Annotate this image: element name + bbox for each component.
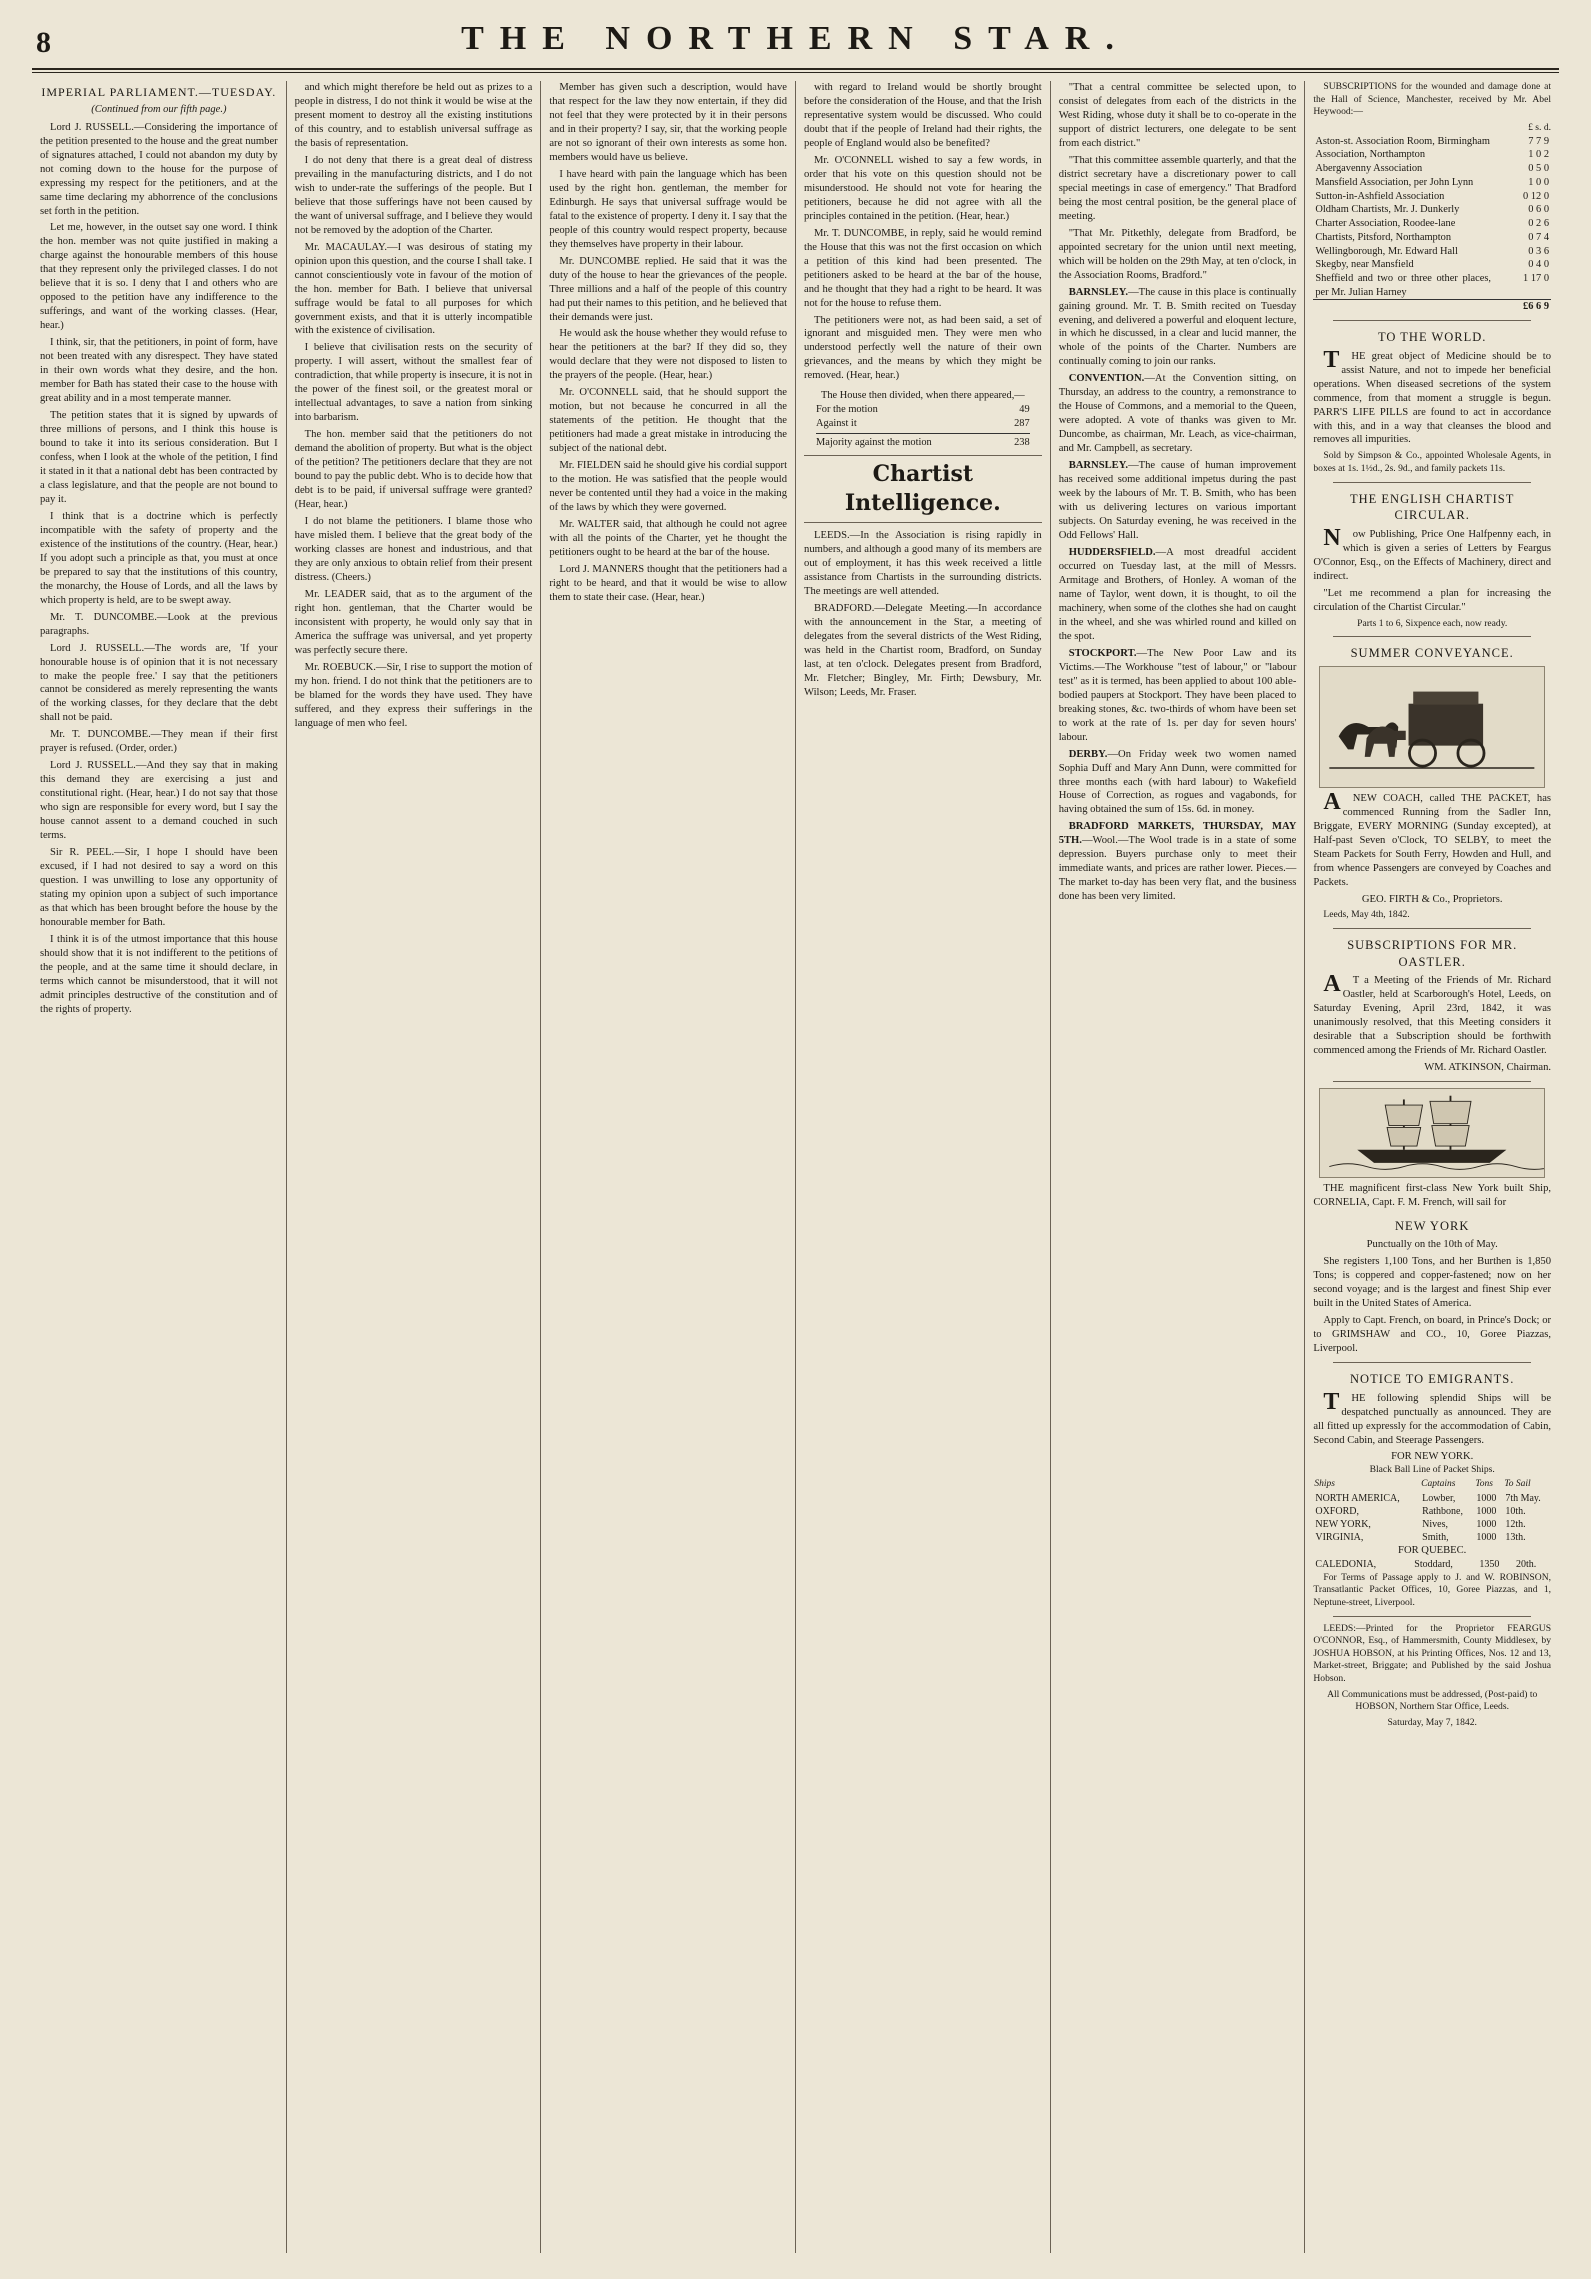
stockport-item [1059,647,1297,745]
subscription-amount: 0 6 0 [1528,204,1550,216]
ad-separator [1333,482,1531,483]
division-majority-count: 238 [1014,436,1030,448]
subscriptions-total-row [1313,300,1551,314]
subscription-name: Skegby, near Mansfield [1315,259,1414,271]
ships-column-header: Ships [1314,1479,1335,1490]
article-paragraph: Lord J. MANNERS thought that the petitioners had a right to be heard, and that it would be wise to allow them to state their case. (Hear, hear.) [549,563,788,603]
local-news-item [1059,286,1297,370]
local-items [1059,286,1297,543]
article-paragraph: "That this committee assemble quarterly, and that the district secretary have a discretionary power to call special meetings in case of emergency." That Bradford being the most central position, be the general place of meeting. [1058,154,1297,222]
stagecoach-engraving [1319,666,1545,788]
subscription-row [1313,258,1551,272]
division-against [816,417,1030,431]
column-2-text [295,81,533,731]
circular-ad-text: Now Publishing, Price One Halfpenny each, in which is given a series of Letters by Feargus O'Connor, Esq., on the Effects of Machinery, direct and indirect. [1313,524,1552,582]
summer-conveyance-date: Leeds, May 4th, 1842. [1323,909,1410,921]
quebec-ship-row [1313,1558,1551,1571]
world-ad-heading: TO THE WORLD. [1377,330,1487,345]
chartist-intelligence-text [804,529,1042,700]
printer-imprint-date: Saturday, May 7, 1842. [1387,1717,1477,1729]
article-paragraph: Mr. T. DUNCOMBE.—They mean if their first prayer is refused. (Order, order.) [40,729,278,755]
article-paragraph: I think that is a doctrine which is perfectly incompatible with the safety of property and the existence of the institutions of the country. (Hear, hear.) If you adopt such a principle as that, you must at once be prepared to say that the institutions of this country, the monarchy, the House of Lords, and all the laws by which property is held, are to be swept away. [40,510,278,606]
ship-cell: VIRGINIA, [1315,1532,1364,1544]
ship-ad-apply: Apply to Capt. French, on board, in Prince's Dock; or to GRIMSHAW and CO., 10, Goree Piazzas, Liverpool. [1313,1315,1552,1355]
parliament-heading: IMPERIAL PARLIAMENT.—TUESDAY. [41,85,277,99]
ship-cell: 1000 [1476,1532,1497,1544]
local-news-place: BARNSLEY. [1068,460,1129,472]
ad-separator [1333,928,1531,929]
subscription-row [1313,231,1551,245]
division-against-label: Against it [816,417,857,429]
markets-item [1059,820,1297,904]
article-paragraph: I think it is of the utmost importance that this house should show that it is not indifferent to the petitions of the people, and at the same time it should declare, in terms which cannot be misunderstood, that it will not admit principles destructive of the constitution and of the rights of property. [40,933,278,1015]
subscription-name: Wellingborough, Mr. Edward Hall [1315,245,1458,257]
ship-cell: NEW YORK, [1315,1519,1371,1531]
masthead-rule [32,68,1559,70]
subscription-amount: 0 4 0 [1528,259,1550,271]
division-intro: The House then divided, when there appeared,— [821,390,1025,402]
article-paragraph: and which might therefore be held out as prizes to a people in distress, I do not think it would be wise at the present moment to destroy all the existing institutions of this country, and to establish universal suffrage as the basis of representation. [294,82,533,149]
article-paragraph: Let me, however, in the outset say one word. I think the hon. member was not quite justified in making a charge against the honourable members of this house that they represent only the privileged classes. I do not believe that it is so. I deny that I and others who are opposed to the petition have any indifference to the sufferings, and want of the working classes. (Hear, hear.) [40,222,278,332]
ship-row [1313,1531,1551,1544]
huddersfield-item [1059,546,1297,644]
column-3 [541,81,796,2253]
local-news-text: —The cause in this place is continually gaining ground. Mr. T. B. Smith recited on Tuesday evening, and delivered a powerful and eloquent lecture, in which he discussed, in a clear and lucid manner, the whole of the points of the Charter. Numbers are continually coming to join our ranks. [1058,286,1297,368]
ship-cell: NORTH AMERICA, [1315,1492,1400,1504]
world-ad-sellers: Sold by Simpson & Co., appointed Wholesale Agents, in boxes at 1s. 1½d., 2s. 9d., and family packets 11s. [1313,450,1552,475]
ship-cell: 7th May. [1505,1492,1541,1504]
article-paragraph: I think, sir, that the petitioners, in point of form, have not been treated with any disrespect. They have stated in their own words what they desire, and the hon. member for Bath has stated their case to the house with great ability and in a most temperate manner. [40,337,278,405]
subscription-name: Mansfield Association, per John Lynn [1315,176,1474,188]
local-news-place: CONVENTION. [1068,373,1145,385]
article-paragraph: Mr. MACAULAY.—I was desirous of stating my opinion upon this question, and the course I shall take. I cannot conscientiously vote in favour of the motion of the hon. member for Bath. I believe that universal suffrage would be fatal to all purposes for which government exists, and that it is utterly incompatible with the existence of civilisation. [294,241,533,337]
subscription-amount: 0 12 0 [1523,190,1550,202]
summer-conveyance-text: ANEW COACH, called THE PACKET, has commenced Running from the Sadler Inn, Briggate, EVERY MORNING (Sunday excepted), at Half-past Seven o'Clock, TO SELBY, to meet the Steam Packets for South Ferry, Howden and Hull, and from whence Passengers are conveyed by Coaches and Packets. [1313,788,1552,888]
article-paragraph: BRADFORD.—Delegate Meeting.—In accordance with the announcement in the Star, a meeting of delegates from the several districts of the West Riding, was held in the Chartist room, Bradford, on Sunday last, at ten o'clock. Delegates present from Bradford, Mr. Fletcher; Bingley, Mr. Firth; Dewsbury, Mr. Wilson; Leeds, Mr. Fraser. [804,603,1042,698]
article-paragraph: Mr. T. DUNCOMBE, in reply, said he would remind the House that this was not the first occasion on which a petition of this kind had been presented. The petitioners asked to be heard at the bar of the house, and he thought that they had a right to be heard. It was not for the house to refuse them. [804,227,1042,309]
division-majority [816,433,1030,450]
ship-row [1313,1518,1551,1531]
ship-cell: OXFORD, [1315,1505,1359,1517]
column-1 [32,81,287,2253]
article-paragraph: with regard to Ireland would be shortly brought before the consideration of the House, and that the Irish representative system would be discussed. Who could doubt that if the people of Ireland had their rights, the people of England would also be benefited? [804,82,1042,149]
sailing-ship-engraving [1319,1088,1545,1178]
emigrants-text: THE following splendid Ships will be despatched punctually as announced. They are all fitted up expressly for the accommodation of Cabin, Second Cabin, and Steerage Passengers. [1313,1388,1552,1446]
subscription-row [1313,162,1551,176]
quebec-ship-table [1313,1558,1551,1571]
subscriptions-total: £6 6 9 [1493,300,1551,314]
column-3-text [549,81,787,605]
ship-cell: Lowber, [1422,1492,1456,1504]
stockport-text: —The New Poor Law and its Victims.—The Workhouse "test of labour," or "labour test" as it is termed, has been applied to about 100 able-bodied paupers at Stockport. They have been placed to breaking stones, &c. two-thirds of whom have been set to work at the rate of 1s. per day for seven hours' labour. [1058,647,1297,743]
article-paragraph: I do not blame the petitioners. I blame those who have misled them. I believe that the great body of the working classes are honest and industrious, and that they are only anxious to obtain relief from their present distress. (Cheers.) [294,516,533,583]
oastler-signed: WM. ATKINSON, Chairman. [1424,1061,1552,1073]
division-against-count: 287 [1014,417,1030,429]
column-1-text [40,121,278,1017]
summer-conveyance-heading: SUMMER CONVEYANCE. [1350,646,1514,661]
oastler-heading: SUBSCRIPTIONS FOR MR. OASTLER. [1347,938,1518,969]
subscription-amount: 1 0 0 [1528,176,1550,188]
masthead-rule-thin [32,72,1559,73]
article-paragraph: "That Mr. Pitkethly, delegate from Bradford, be appointed secretary for the union until next meeting, which will be holden on the 29th May, at ten o'clock, in the Association Rooms, Bradford." [1058,227,1297,281]
subscription-row [1313,245,1551,259]
derby-head: DERBY. [1068,748,1108,760]
sailing-ship-illustration [1320,1089,1544,1177]
article-paragraph: Mr. O'CONNELL wished to say a few words, in order that his vote on this question should not be misunderstood. He should not vote for hearing the petitioners, because he did not agree with all the principles contained in the petition. (Hear, hear.) [804,154,1042,222]
ship-cell: 10th. [1505,1505,1526,1517]
article-paragraph: Mr. O'CONNELL said, that he should support the motion, but not because he concurred in all the statements of the petition. He thought that the petitioners had made a great mistake in introducing the subject of the national debt. [549,387,788,455]
page-number: 8 [36,26,51,59]
chartist-intelligence-heading: Chartist Intelligence. [804,455,1042,523]
subscription-name: Oldham Chartists, Mr. J. Dunkerly [1315,204,1460,216]
subscription-amount: 0 7 4 [1528,231,1550,243]
division-majority-label: Majority against the motion [816,436,932,448]
subscription-amount: 7 7 9 [1528,135,1550,147]
printer-imprint-note: All Communications must be addressed, (Post-paid) to HOBSON, Northern Star Office, Leeds. [1327,1688,1538,1713]
emigrants-quebec-heading: FOR QUEBEC. [1398,1545,1467,1557]
article-paragraph: Mr. ROEBUCK.—Sir, I rise to support the motion of my hon. friend. I do not think that the petitioners are to be blamed for the words they have used. They have suffered, and they express their sufferings in the language of men who feel. [294,661,533,729]
subscription-name: Charter Association, Roodee-lane [1315,218,1456,230]
ships-column-header: Captains [1421,1479,1456,1490]
subscription-name: Sutton-in-Ashfield Association [1315,190,1445,202]
article-paragraph: I believe that civilisation rests on the security of property. I will assert, without the smallest fear of contradiction, that while property is insecure, it is not in the power of the finest soil, or the greatest moral or intellectual advantages, to save a nation from sinking into barbarism. [294,342,533,424]
summer-conveyance-signed: GEO. FIRTH & Co., Proprietors. [1361,893,1503,905]
ship-cell: Nives, [1422,1519,1449,1531]
subscription-row [1313,217,1551,231]
article-paragraph: Mr. LEADER said, that as to the argument of the right hon. gentleman, that the Charter would be inconsistent with property, he would only say that in America the suffrage was universal, and yet property was perfectly secure there. [294,588,533,656]
article-paragraph: The hon. member said that the petitioners do not demand the abolition of property. But what is the object of the petition? The petitioners declare that they are not bound to pay the public debt. Who is to decide how that debt is to be paid, if universal suffrage were granted? (Hear, hear.) [294,429,533,511]
division-for-count: 49 [1019,404,1030,416]
column-6-advertisements [1305,81,1559,2253]
article-paragraph: The petitioners were not, as had been said, a set of ignorant and misguided men. They were men who understood perfectly well the nature of their own grievances, and the means by which they might be removed. (Hear, hear.) [804,314,1042,382]
article-paragraph: Mr. T. DUNCOMBE.—Look at the previous paragraphs. [40,611,278,637]
subscription-row [1313,203,1551,217]
ship-ad-intro: THE magnificent first-class New York built Ship, CORNELIA, Capt. F. M. French, will sail for [1313,1182,1552,1208]
derby-item [1059,748,1297,818]
column-4 [796,81,1051,2253]
column-4-text [804,81,1042,383]
ship-cell: Stoddard, [1414,1559,1453,1571]
continued-note: (Continued from our fifth page.) [91,103,227,115]
subscription-amount: 1 17 0 [1523,272,1550,284]
division-for-label: For the motion [816,404,878,416]
subscription-amount: 0 2 6 [1528,218,1550,230]
subscription-name: Abergavenny Association [1315,163,1423,175]
article-paragraph: I have heard with pain the language which has been used by the right hon. gentleman, the member for Edinburgh. He says that universal suffrage would be fatal to the existence of property. I deny it. I say that the people of this country would respect property, because they themselves have property in their labour. [549,168,788,250]
subscription-row [1313,135,1551,149]
emigrants-newyork-heading: FOR NEW YORK. [1391,1451,1474,1463]
emigrant-ships-table [1313,1477,1551,1544]
division-for [816,403,1030,417]
article-paragraph: The petition states that it is signed by upwards of three millions of persons, and I think this house is bound to take it into its serious consideration. But I confess, when I look at the whole of the petition, I find it stated in it that a national debt has been contracted by a class legislature, and that the people are not bound to pay it. [40,410,278,505]
article-paragraph: Member has given such a description, would have that respect for the law they now entertain, if they did not feel that they were protected by it in their persons and in their property? I say, sir, that the working people are not so ignorant of their own interests as some hon. members would have us believe. [549,82,788,163]
ship-cell: 1000 [1476,1519,1497,1531]
ship-row [1313,1505,1551,1518]
local-news-text: —At the Convention sitting, on Thursday, an address to the country, a remonstrance to the House of Commons, and a memorial to the Queen, were adopted. A vote of thanks was given to Mr. Duncombe, as chairman, Mr. Leach, as vice-chairman, and Mr. Campbell, as secretary. [1058,373,1297,455]
article-paragraph: Lord J. RUSSELL.—And they say that in making this demand they are exercising a just and constitutional right. (Hear, hear.) I do not say that those who sign are responsible for every word, but I say the house cannot assent to a demand couched in such terms. [40,760,278,842]
column-5 [1051,81,1306,2253]
ship-ad-date: Punctually on the 10th of May. [1366,1239,1498,1251]
subscription-amount: 0 5 0 [1528,163,1550,175]
masthead [32,20,1559,64]
ships-column-header: Tons [1475,1479,1493,1490]
subscription-row [1313,176,1551,190]
markets-text: —Wool.—The Wool trade is in a state of some depression. Buyers purchase only to meet their immediate wants, and prices are rather lower. Pieces.—The market to-day has been very flat, and the business done has been very limited. [1058,835,1297,903]
subscriptions-currency: £ s. d. [1528,121,1552,133]
ship-cell: 13th. [1505,1532,1526,1544]
columns [32,81,1559,2253]
derby-text: —On Friday week two women named Sophia Duff and Mary Ann Dunn, were committed for three months each (with hard labour) to Wakefield House of Correction, as rogues and vagabonds, for having obtained the sum of 15s. 6d. in money. [1058,748,1297,816]
huddersfield-head: HUDDERSFIELD. [1068,547,1156,558]
ad-separator [1333,1081,1531,1082]
ship-cell: 1000 [1476,1505,1497,1517]
subscription-name: Chartists, Pitsford, Northampton [1315,231,1452,243]
ship-ad-text: She registers 1,100 Tons, and her Burthen is 1,850 Tons; is coppered and copper-fastened; now on her second voyage; and is the largest and finest Ship ever built in the United States of America. [1313,1256,1552,1310]
ship-cell: 20th. [1515,1559,1537,1571]
circular-ad-publisher: Parts 1 to 6, Sixpence each, now ready. [1357,617,1508,629]
world-ad-text: THE great object of Medicine should be to assist Nature, and not to impede her beneficial operations. When diseased secretions of the system commence, from that moment a struggle is begun. PARR'S LIFE PILLS are found to act in accordance with this, and in a way that cleanses the blood and removes all impurities. [1313,346,1552,446]
ship-cell: 1000 [1476,1492,1497,1504]
article-paragraph: Mr. DUNCOMBE replied. He said that it was the duty of the house to hear the grievances of the people. Three millions and a half of the people of this country had put their names to this petition, and he believed that their demands were just. [549,255,788,323]
emigrants-apply: For Terms of Passage apply to J. and W. ROBINSON, Transatlantic Packet Offices, 10, Goree Piazzas, and 1, Neptune-street, Liverpool. [1313,1571,1552,1608]
ship-cell: Rathbone, [1422,1505,1463,1517]
article-paragraph: Mr. FIELDEN said he should give his cordial support to the motion. He was satisfied that the people would never be contented until they had a voice in the making of the laws by which they were governed. [549,460,788,514]
emigrants-heading: NOTICE TO EMIGRANTS. [1350,1372,1515,1387]
subscription-row [1313,272,1551,300]
circular-ad-quote: "Let me recommend a plan for increasing the circulation of the Chartist Circular." [1313,587,1552,613]
ad-separator [1333,636,1531,637]
subscription-name: Association, Northampton [1315,149,1426,161]
ship-cell: 1350 [1479,1559,1500,1571]
local-news-item [1059,372,1297,456]
newspaper-title: THE NORTHERN STAR. [461,20,1130,57]
printer-imprint: LEEDS:—Printed for the Proprietor FEARGUS O'CONNOR, Esq., of Hammersmith, County Middlesex, by JOSHUA HOBSON, at his Printing Offices, Nos. 12 and 13, Market-street, Briggate; and Published by the said Joshua Hobson. [1313,1622,1552,1685]
ad-separator [1333,1362,1531,1363]
huddersfield-text: —A most dreadful accident occurred on Tuesday last, at the mill of Messrs. Armitage and Brothers, of Honley. A woman of the name of Taylor, went down, it is thought, to oil the machinery, when some of the clothes she had on caught in the wheel, and she was whirled round and killed on the spot. [1058,547,1297,642]
local-news-place: BARNSLEY. [1068,286,1129,298]
subscriptions-intro: SUBSCRIPTIONS for the wounded and damage done at the Hall of Science, Manchester, received by Mr. Abel Heywood:— [1313,81,1552,118]
article-paragraph: I do not deny that there is a great deal of distress prevailing in the manufacturing districts, and I do not wish to under-rate the sufferings of the people. But I believe that those sufferings have not been caused by the want of universal suffrage, and I believe they would not be removed by the adoption of the Charter. [294,154,533,236]
subscription-amount: 1 0 2 [1528,149,1550,161]
circular-ad-heading: THE ENGLISH CHARTIST CIRCULAR. [1350,491,1515,523]
local-news-item [1059,459,1297,543]
article-paragraph: Lord J. RUSSELL.—The words are, 'If your honourable house is of opinion that it is not necessary to make the people free.' I say that the petitioners cannot be considered as merely representing the wants of the working classes, for they declare that the debt shall not be paid. [40,642,278,724]
division-result [816,389,1030,449]
subscriptions-table [1313,135,1551,315]
ship-cell: CALEDONIA, [1315,1559,1377,1571]
stagecoach-illustration [1320,667,1544,787]
subscription-name: Sheffield and two or three other places, per Mr. Julian Harney [1315,272,1492,298]
stockport-head: STOCKPORT. [1068,647,1137,659]
article-paragraph: "That a central committee be selected upon, to consist of delegates from each of the districts in the West Riding, whose duty it shall be to co-operate in the support of district lecturers, one delegate to be sent from each district." [1058,82,1297,149]
column-2 [287,81,542,2253]
article-paragraph: LEEDS.—In the Association is rising rapidly in numbers, and although a good many of its members are out of employment, it has this week received a little assistance from Chartists in the surrounding districts. The meetings are well attended. [804,530,1042,598]
ship-cell: Smith, [1422,1532,1449,1544]
local-news-text: —The cause of human improvement has received some additional impetus during the past week by the labours of Mr. T. B. Smith, who has been with us delivering lectures on various important subjects. On Saturday evening, he was received in the Odd Fellows' Hall. [1058,460,1297,542]
subscription-amount: 0 3 6 [1528,245,1550,257]
article-paragraph: Lord J. RUSSELL.—Considering the importance of the petition presented to the house and the great number of signatures attached, I could not abandon my duty by not coming down to the house for the purpose of expressing my respect for the petitioners, and at the same time declaring my abhorrence of the conclusions set forth in the petition. [40,121,278,217]
oastler-text: AT a Meeting of the Friends of Mr. Richard Oastler, held at Scarborough's Hotel, Leeds, on Saturday Evening, April 23rd, 1842, it was unanimously resolved, that this Meeting considers it desirable that a Subscription should be forthwith commenced among the Friends of Mr. Richard Oastler. [1313,971,1552,1056]
column-5-resolutions [1059,81,1297,283]
markets-head: BRADFORD MARKETS, THURSDAY, MAY 5TH. [1058,821,1297,847]
ship-cell: 12th. [1505,1519,1526,1531]
ad-separator [1333,320,1531,321]
ship-ad-destination: NEW YORK [1395,1218,1470,1233]
emigrants-line: Black Ball Line of Packet Ships. [1369,1464,1495,1476]
ships-column-header: To Sail [1504,1479,1531,1490]
article-paragraph: Mr. WALTER said, that although he could not agree with all the points of the Charter, yet he thought the petitioners ought to be heard at the bar of the house. [549,519,788,558]
subscription-name: Aston-st. Association Room, Birmingham [1315,135,1490,147]
ad-separator [1333,1616,1531,1617]
article-paragraph: He would ask the house whether they would refuse to hear the petitioners at the bar? If they did so, they would declare that they were not disposed to listen to the prayers of the people. (Hear, hear.) [549,328,788,382]
subscription-row [1313,148,1551,162]
subscription-row [1313,190,1551,204]
article-paragraph: Sir R. PEEL.—Sir, I hope I should have been excused, if I had not desired to say a word on this question. I was unwilling to lose any opportunity of stating my opinion upon a subject of such importance as that which has been brought before the house by the honourable member for Bath. [40,847,278,928]
ship-row [1313,1492,1551,1505]
